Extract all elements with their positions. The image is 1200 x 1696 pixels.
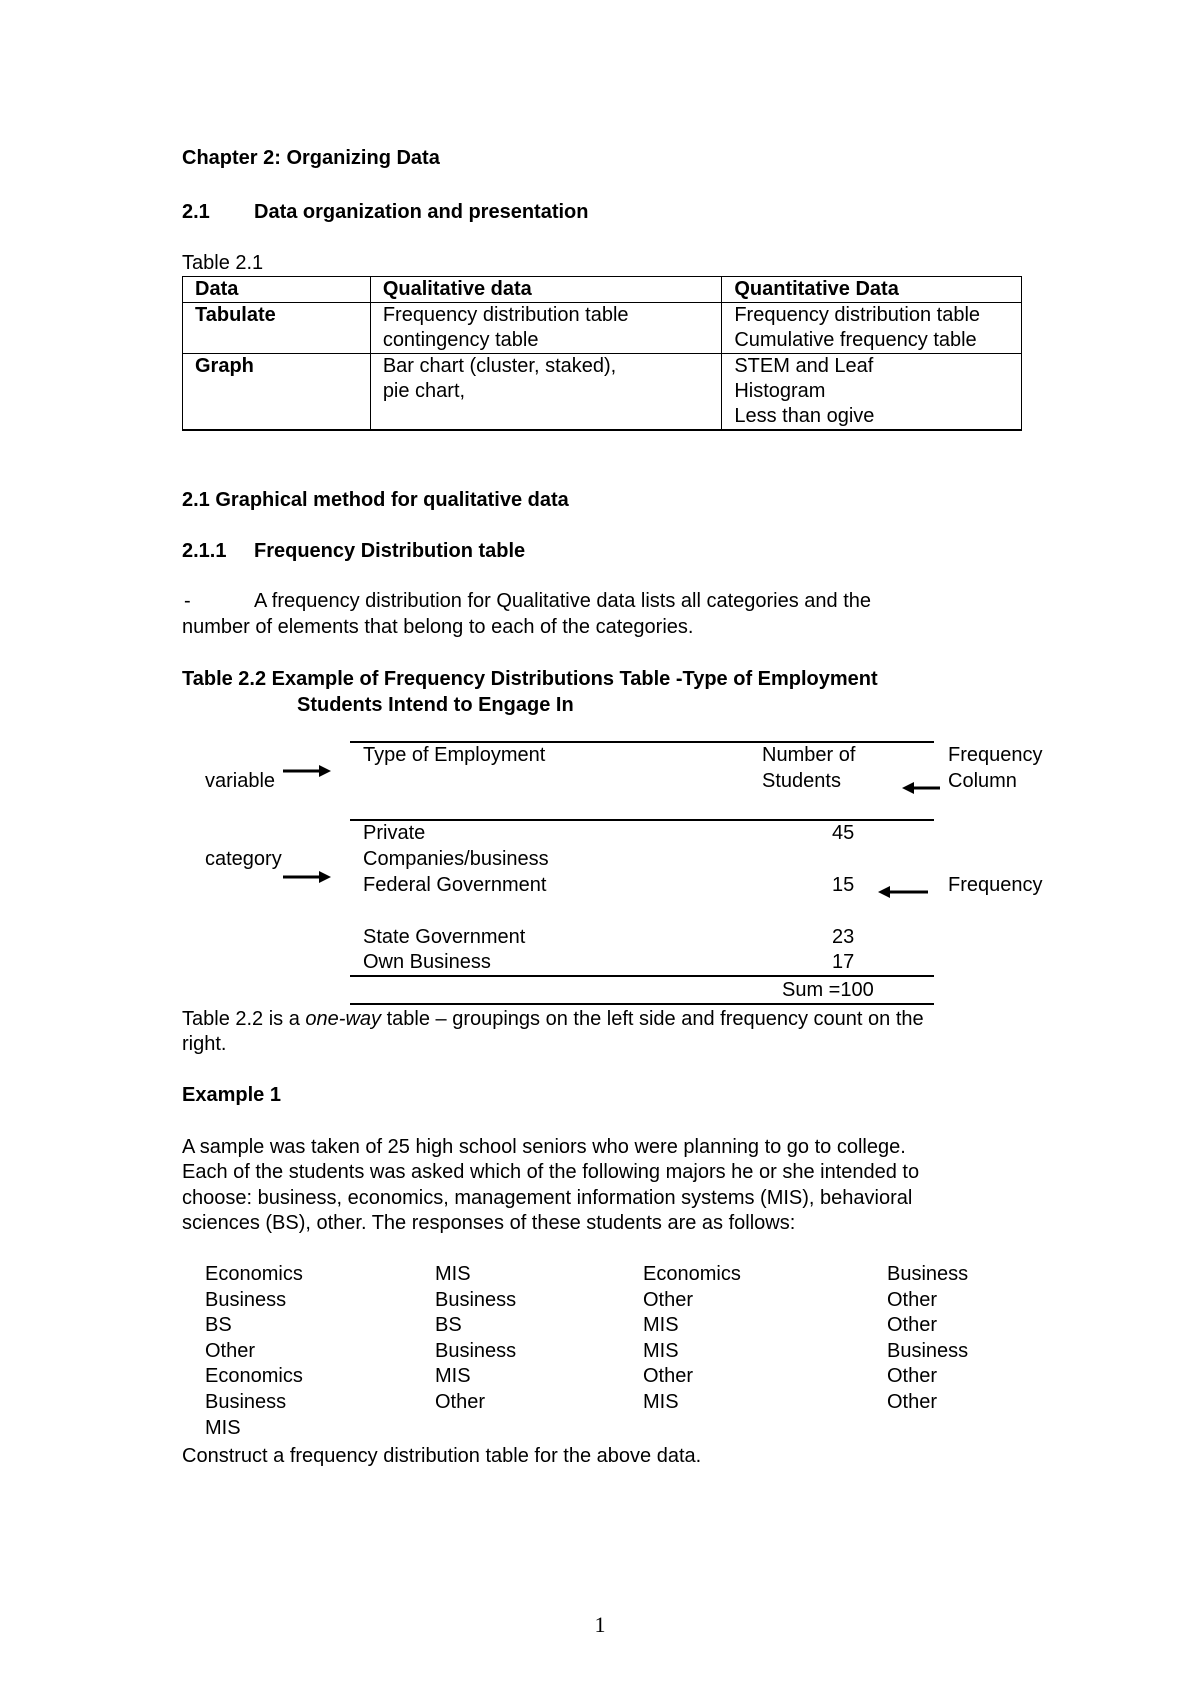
table-2-2-title: Table 2.2 Example of Frequency Distributions Table -Type of Employment [182, 668, 878, 690]
response-cell: Economics [643, 1263, 741, 1285]
cell-line: pie chart, [382, 380, 466, 402]
response-cell: Economics [205, 1263, 303, 1285]
cell [370, 303, 722, 354]
bullet-text-line2: number of elements that belong to each of the categories. [182, 616, 694, 638]
response-cell: Other [435, 1391, 486, 1413]
one-way-note-line2: right. [182, 1033, 227, 1055]
page-number: 1 [594, 1612, 606, 1637]
note-text: table – groupings on the left side and frequency count on the [381, 1008, 924, 1030]
table-2-1-caption: Table 2.1 [182, 252, 264, 274]
graphical-method-heading: 2.1 Graphical method for qualitative data [182, 489, 569, 511]
response-cell: BS [435, 1314, 462, 1337]
response-cell: MIS [435, 1263, 471, 1285]
sum-bottom-rule [350, 1003, 934, 1005]
row-label: Graph [183, 354, 371, 431]
sum-total: Sum =100 [782, 979, 874, 1001]
note-text: Table 2.2 is a [182, 1008, 306, 1030]
subsection-title: Frequency Distribution table [254, 540, 526, 562]
response-cell: Other [887, 1365, 938, 1388]
category-label: Federal Government [363, 874, 547, 896]
cell-line: STEM and Leaf [734, 355, 874, 377]
example-paragraph: A sample was taken of 25 high school seniors who were planning to go to college. [182, 1136, 906, 1158]
frequency-column-arrow-icon [902, 780, 940, 796]
column-header-type: Type of Employment [363, 744, 546, 766]
response-cell: Other [887, 1391, 938, 1413]
response-cell: Business [435, 1339, 517, 1362]
example-paragraph: Each of the students was asked which of the following majors he or she intended to [182, 1161, 920, 1183]
variable-arrow-icon [283, 763, 333, 779]
cell [722, 303, 1022, 354]
response-cell: MIS [643, 1339, 679, 1362]
category-value: 45 [832, 822, 855, 844]
header-cell: Data [183, 277, 371, 303]
row-label: Tabulate [183, 303, 371, 354]
response-cell: Business [887, 1339, 969, 1362]
category-value: 15 [832, 874, 855, 896]
frequency-arrow-icon [878, 884, 928, 900]
frequency-column-annotation: Frequency [948, 744, 1043, 766]
column-header-number: Number of [762, 744, 856, 766]
cell-line: contingency table [382, 329, 539, 351]
category-label: Companies/business [363, 848, 549, 870]
response-cell: MIS [643, 1391, 679, 1413]
response-cell: BS [205, 1314, 232, 1337]
column-header-number-line2: Students [762, 770, 841, 792]
category-value: 17 [832, 951, 855, 973]
cell-line: Bar chart (cluster, staked), [382, 355, 617, 377]
cell-line: Frequency distribution table [734, 304, 981, 326]
example-paragraph: sciences (BS), other. The responses of these students are as follows: [182, 1212, 796, 1234]
sum-top-rule [350, 975, 934, 977]
cell [370, 354, 722, 431]
response-cell: Business [205, 1391, 287, 1413]
response-cell: Business [435, 1288, 517, 1311]
response-cell: Economics [205, 1365, 303, 1388]
category-annotation: category [205, 848, 282, 870]
response-cell: MIS [205, 1416, 241, 1439]
subsection-number: 2.1.1 [182, 540, 227, 562]
bullet-dash: - [184, 590, 191, 612]
header-cell: Qualitative data [370, 277, 722, 303]
category-label: Own Business [363, 951, 491, 973]
header-rule [350, 819, 934, 821]
example-title: Example 1 [182, 1084, 281, 1106]
note-italic: one-way [305, 1008, 382, 1030]
chapter-title: Chapter 2: Organizing Data [182, 147, 440, 169]
category-arrow-icon [283, 869, 333, 885]
table-2-1 [182, 276, 1022, 431]
response-cell: Other [887, 1314, 938, 1337]
variable-annotation: variable [205, 770, 276, 792]
example-paragraph: choose: business, economics, management information systems (MIS), behavioral [182, 1187, 913, 1209]
response-cell: Other [643, 1365, 694, 1388]
cell-line: Cumulative frequency table [734, 329, 977, 351]
frequency-column-annotation-line2: Column [948, 770, 1017, 792]
table-top-rule [350, 741, 934, 743]
table-header-row [183, 277, 1022, 303]
cell-line: Less than ogive [734, 405, 875, 427]
response-cell: Other [887, 1288, 938, 1311]
header-cell: Quantitative Data [722, 277, 1022, 303]
table-2-2-subtitle: Students Intend to Engage In [297, 694, 574, 716]
table-row [183, 303, 1022, 354]
response-cell: MIS [643, 1314, 679, 1337]
response-cell: MIS [435, 1365, 471, 1388]
bullet-text-line1: A frequency distribution for Qualitative data lists all categories and the [254, 590, 872, 612]
response-cell: Other [205, 1339, 256, 1362]
response-cell: Business [887, 1263, 969, 1285]
cell [722, 354, 1022, 431]
table-row [183, 354, 1022, 431]
category-value: 23 [832, 926, 855, 948]
one-way-note [182, 1008, 924, 1031]
category-label: State Government [363, 926, 526, 948]
section-title: Data organization and presentation [254, 201, 589, 223]
example-instruction: Construct a frequency distribution table for the above data. [182, 1445, 702, 1467]
response-cell: Business [205, 1288, 287, 1311]
frequency-annotation: Frequency [948, 874, 1043, 896]
cell-line: Histogram [734, 380, 826, 402]
section-number: 2.1 [182, 201, 210, 223]
cell-line: Frequency distribution table [382, 304, 629, 326]
response-cell: Other [643, 1288, 694, 1311]
category-label: Private [363, 822, 426, 844]
